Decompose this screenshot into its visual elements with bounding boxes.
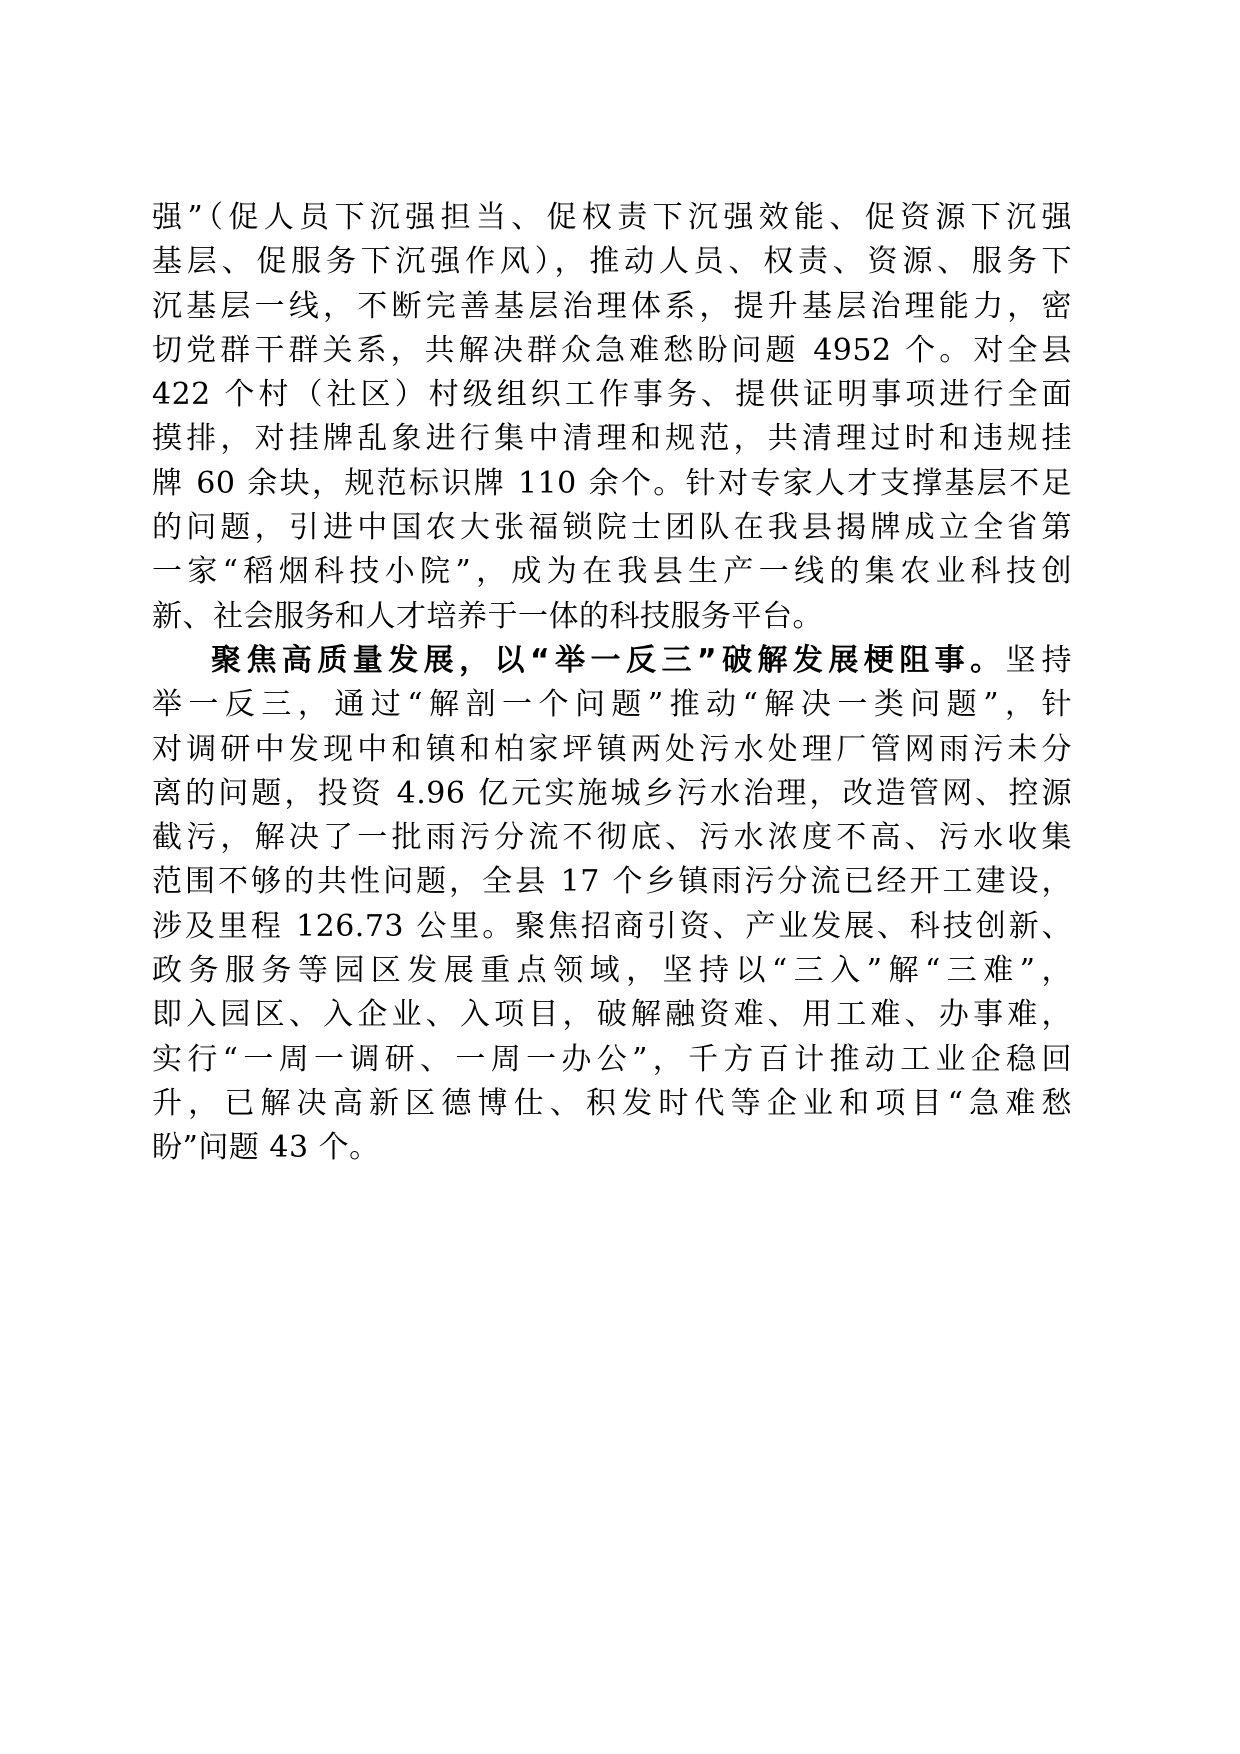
text-line: 即入园区、入企业、入项目，破解融资难、用工难、办事难， bbox=[152, 997, 1072, 1033]
text-line: 政务服务等园区发展重点领域，坚持以“三入”解“三难”， bbox=[152, 953, 1072, 989]
text-line: 范围不够的共性问题，全县 17 个乡镇雨污分流已经开工建设， bbox=[152, 864, 1072, 900]
text-line: 截污，解决了一批雨污分流不彻底、污水浓度不高、污水收集 bbox=[152, 820, 1072, 856]
section-heading: 聚焦高质量发展，以“举一反三”破解发展梗阻事。 bbox=[211, 642, 1006, 678]
text-line: 实行“一周一调研、一周一办公”，千方百计推动工业企稳回 bbox=[152, 1041, 1072, 1077]
text-line: 摸排，对挂牌乱象进行集中清理和规范，共清理过时和违规挂 bbox=[152, 421, 1072, 457]
text-line: 强”（促人员下沉强担当、促权责下沉强效能、促资源下沉强 bbox=[152, 200, 1072, 235]
text-line: 盼”问题 43 个。 bbox=[152, 1130, 380, 1166]
text-line bbox=[152, 639, 1072, 683]
text-line: 一家“稻烟科技小院”，成为在我县生产一线的集农业科技创 bbox=[152, 554, 1072, 590]
text-line: 新、社会服务和人才培养于一体的科技服务平台。 bbox=[152, 598, 823, 634]
text-fragment: 坚持 bbox=[1005, 642, 1073, 678]
paragraph-high-quality-development bbox=[152, 639, 1072, 1171]
document-body bbox=[152, 196, 1072, 1171]
text-line: 基层、促服务下沉强作风），推动人员、权责、资源、服务下 bbox=[152, 244, 1072, 280]
text-line: 沉基层一线，不断完善基层治理体系，提升基层治理能力，密 bbox=[152, 288, 1072, 324]
text-line: 涉及里程 126.73 公里。聚焦招商引资、产业发展、科技创新、 bbox=[152, 908, 1072, 944]
text-line: 离的问题，投资 4.96 亿元实施城乡污水治理，改造管网、控源 bbox=[152, 775, 1072, 811]
text-line: 举一反三，通过“解剖一个问题”推动“解决一类问题”，针 bbox=[152, 687, 1072, 723]
text-line: 422 个村（社区）村级组织工作事务、提供证明事项进行全面 bbox=[152, 377, 1072, 413]
text-line: 切党群干群关系，共解决群众急难愁盼问题 4952 个。对全县 bbox=[152, 332, 1072, 368]
paragraph-grassroots bbox=[152, 196, 1072, 639]
text-line: 的问题，引进中国农大张福锁院士团队在我县揭牌成立全省第 bbox=[152, 510, 1072, 546]
text-line: 升，已解决高新区德博仕、积发时代等企业和项目“急难愁 bbox=[152, 1085, 1072, 1121]
text-line: 牌 60 余块，规范标识牌 110 余个。针对专家人才支撑基层不足 bbox=[152, 465, 1072, 501]
text-line: 对调研中发现中和镇和柏家坪镇两处污水处理厂管网雨污未分 bbox=[152, 731, 1072, 767]
